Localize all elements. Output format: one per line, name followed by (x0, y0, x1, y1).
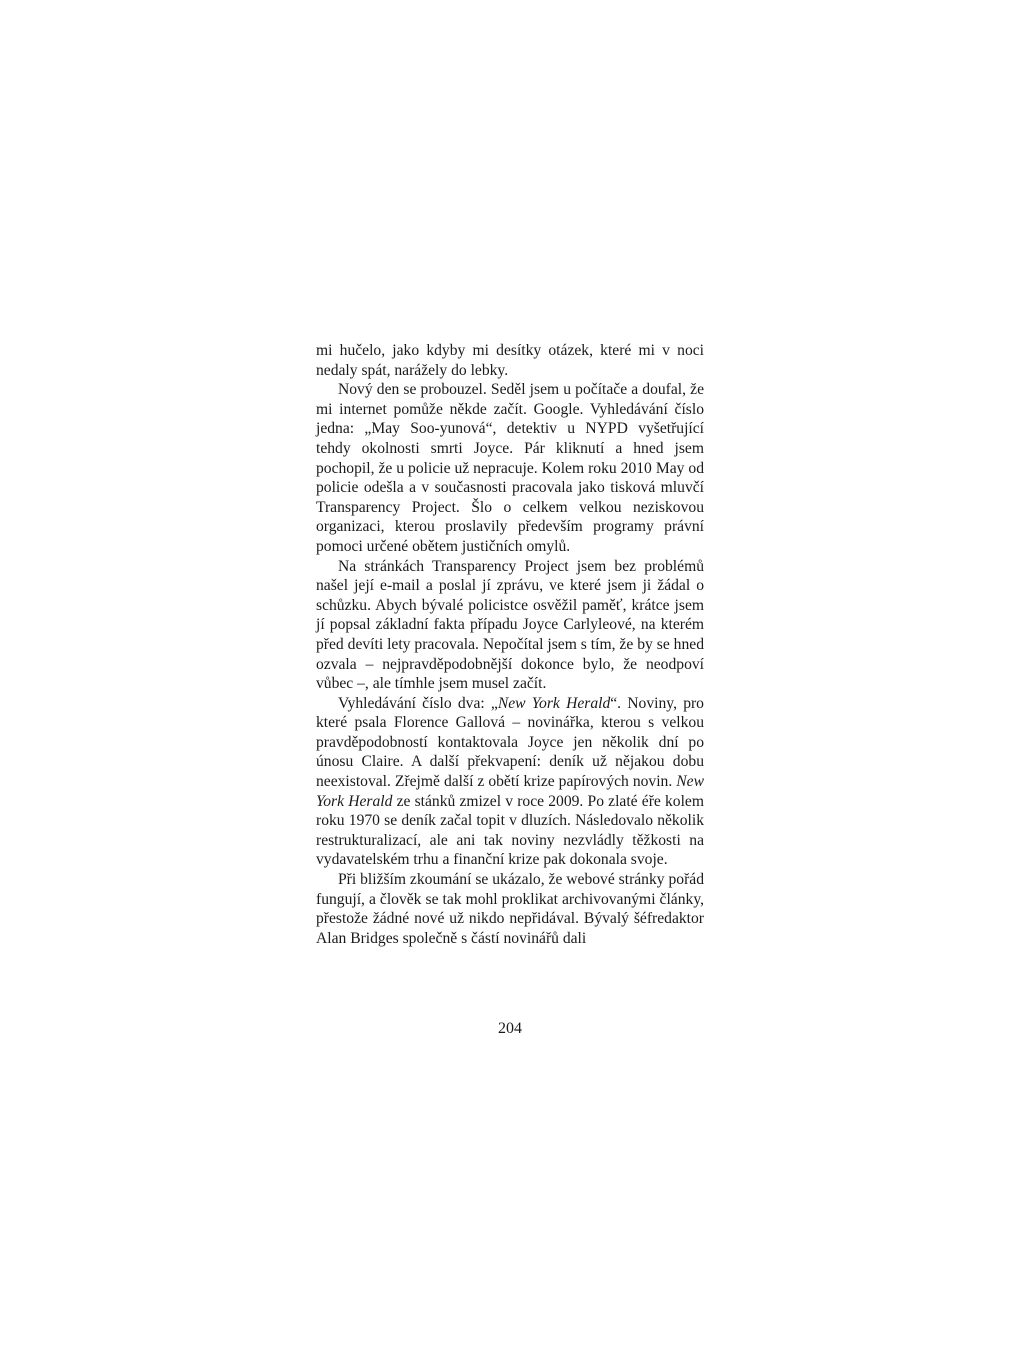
text-run: “. Noviny, pro které psala Florence Gallová – novinářka, kterou s velkou pravděpodobností kontaktovala Joyce jen několik dní po únosu Claire. A další překvapení: deník už nějakou dobu neexistoval. Zřejmě další z obětí krize papírových novin. (316, 694, 704, 791)
text-run: Na stránkách Transparency Project jsem bez problémů našel její e-mail a poslal jí zprávu, ve které jsem ji žádal o schůzku. Abych bývalé policistce osvěžil paměť, krátce jsem jí popsal základní fakta případu Joyce Carlyleové, na kterém před devíti lety pracovala. Nepočítal jsem s tím, že by se hned ozvala – nejpravděpodobnější dokonce bylo, že neodpoví vůbec –, ale tímhle jsem musel začít. (316, 557, 704, 693)
text-run: Nový den se probouzel. Seděl jsem u počítače a doufal, že mi internet pomůže někde začít. Google. Vyhledávání číslo jedna: „May Soo-yunová“, detektiv u NYPD vyšetřující tehdy okolnosti smrti Joyce. Pár kliknutí a hned jsem pochopil, že u policie už nepracuje. Kolem roku 2010 May od policie odešla a v současnosti pracovala jako tisková mluvčí Transparency Project. Šlo o celkem velkou neziskovou organizaci, kterou proslavily především programy právní pomoci určené obětem justičních omylů. (316, 381, 704, 555)
text-run: Při bližším zkoumání se ukázalo, že webové stránky pořád fungují, a člověk se tak mohl proklikat archivovanými články, přestože žádné nové už nikdo nepřidával. Bývalý šéfredaktor Alan Bridges společně s částí novinářů dali (316, 871, 704, 947)
italic-title: New York Herald (497, 694, 611, 712)
text-run: Vyhledávání číslo dva: „ (338, 694, 498, 712)
paragraph-2 (316, 380, 704, 556)
body-text (316, 341, 704, 948)
text-run: mi hučelo, jako kdyby mi desítky otázek, které mi v noci nedaly spát, narážely do lebky. (316, 342, 704, 379)
page-number: 204 (498, 1020, 522, 1037)
paragraph-3 (316, 557, 704, 694)
paragraph-5 (316, 870, 704, 948)
text-run: ze stánků zmizel v roce 2009. Po zlaté éře kolem roku 1970 se deník začal topit v dluzích. Následovalo několik restrukturalizací, ale ani tak noviny nezvládly těžkosti na vydavatelském trhu a finanční krize pak dokonala svoje. (316, 792, 704, 869)
paragraph-1 (316, 341, 704, 380)
italic-title: New York Herald (316, 773, 704, 810)
paragraph-4 (316, 694, 704, 870)
